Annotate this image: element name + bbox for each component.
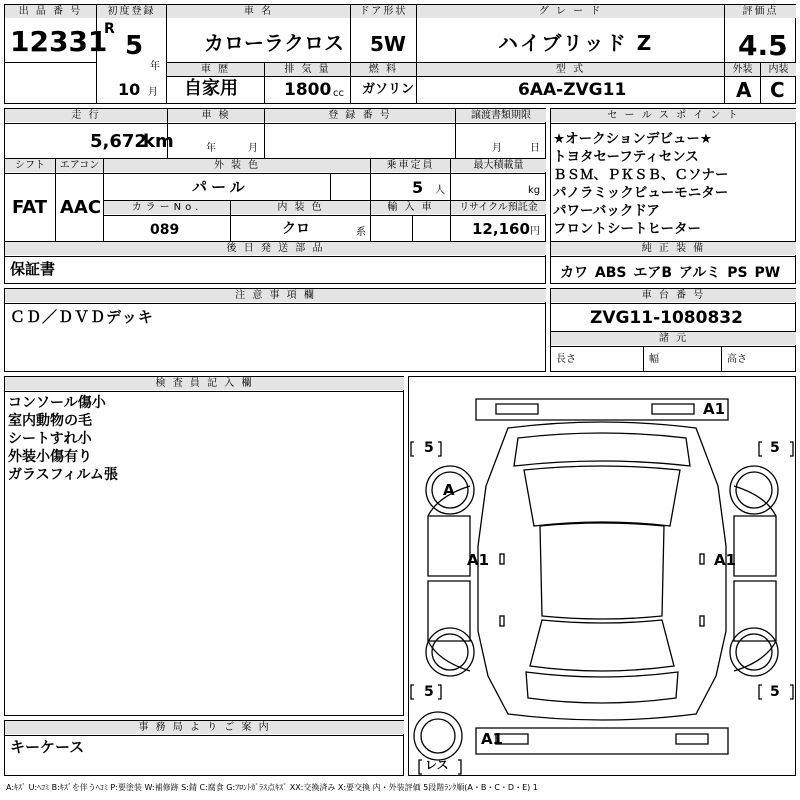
- exterior-label: 外装: [725, 63, 760, 76]
- tire-depth: 5: [424, 684, 434, 700]
- year-unit: 年: [150, 61, 160, 72]
- chassis-spec-label: 諸 元: [551, 332, 796, 345]
- chassis-label: 車 台 番 号: [551, 289, 796, 302]
- type-code: 6AA-ZVG11: [518, 80, 627, 100]
- shift: FAT: [12, 197, 48, 218]
- equipment-item: アルミ: [678, 265, 721, 281]
- mileage: 5,672: [90, 131, 147, 152]
- capacity: 5: [412, 178, 424, 197]
- ext-color: パール: [192, 178, 249, 196]
- era: R: [104, 21, 115, 37]
- interior-label: 内装: [761, 63, 796, 76]
- int-color-label: 内 装 色: [231, 201, 370, 214]
- mileage-label: 走 行: [5, 109, 167, 122]
- history: 自家用: [184, 78, 238, 99]
- first-reg-label: 初度登録: [97, 5, 166, 18]
- lot-label: 出 品 番 号: [5, 5, 96, 18]
- legend: A:ｷｽﾞ U:ﾍｺﾐ B:ｷｽﾞを伴うﾍｺﾐ P:要塗装 W:補修跡 S:錆 C:腐食 G:ﾌﾛﾝﾄｶﾞﾗｽ点ｷｽﾞ XX:交換済み X:要交換 内・外装評価 5段階ﾗﾝｸ順(A・B・C・D・E) 1: [6, 783, 538, 792]
- height-label: 高さ: [727, 354, 747, 365]
- recycle: 12,160: [472, 220, 530, 238]
- notes-label: 注 意 事 項 欄: [5, 289, 546, 302]
- inspector-item: 室内動物の毛: [8, 413, 92, 429]
- later-parts: 保証書: [10, 260, 56, 278]
- displacement-unit: cc: [333, 88, 344, 99]
- specs-block: [4, 108, 546, 284]
- notes-text: ＣＤ／ＤＶＤデッキ: [10, 308, 154, 326]
- later-parts-label: 後 日 発 送 部 品: [5, 242, 546, 255]
- inspector-item: シートすれ小: [8, 431, 92, 447]
- model: カローラクロス: [204, 31, 344, 55]
- damage-mark: A: [443, 481, 455, 499]
- inspector-item: 外装小傷有り: [8, 449, 92, 465]
- interior-grade: C: [770, 78, 785, 102]
- damage-mark: A1: [481, 730, 504, 748]
- displacement: 1800: [284, 80, 332, 100]
- sales-point-item: ★オークションデビュー★: [553, 131, 712, 147]
- equipment-item: エアB: [633, 265, 673, 281]
- equipment-item: カワ: [560, 265, 588, 281]
- mileage-unit: km: [143, 131, 174, 152]
- door-label: ドア形状: [351, 5, 416, 18]
- recycle-label: リサイクル預託金: [451, 201, 546, 214]
- transfer-label: 譲渡書類期限: [456, 109, 546, 122]
- sales-points-label: セ ー ル ス ポ イ ン ト: [551, 109, 796, 122]
- score: 4.5: [738, 29, 788, 62]
- equipment-item: PW: [754, 265, 781, 281]
- color-no: 089: [150, 222, 180, 238]
- transfer-month: 月: [492, 143, 502, 154]
- length-label: 長さ: [556, 354, 576, 365]
- max-load-label: 最大積載量: [451, 159, 546, 172]
- sales-point-item: パノラミックビューモニター: [553, 185, 729, 201]
- month-unit: 月: [148, 87, 158, 98]
- tire-depth: 5: [770, 440, 780, 456]
- chassis-number: ZVG11-1080832: [590, 308, 743, 328]
- damage-mark: A1: [467, 551, 490, 569]
- inspector-list: [8, 394, 118, 484]
- color-no-label: カラーNo.: [104, 201, 230, 214]
- damage-mark: A1: [714, 551, 737, 569]
- office-text: キーケース: [10, 738, 85, 756]
- history-label: 車 歴: [167, 63, 264, 76]
- exterior-grade: A: [736, 78, 752, 102]
- recycle-unit: 円: [530, 226, 540, 237]
- reg-number-label: 登 録 番 号: [265, 109, 455, 122]
- tire-depth: 5: [424, 440, 434, 456]
- shift-label: シフト: [5, 159, 55, 172]
- import-label: 輸 入 車: [371, 201, 450, 214]
- model-label: 車 名: [167, 5, 350, 18]
- office-label: 事 務 局 よ り ご 案 内: [5, 721, 404, 734]
- grade: ハイブリッド Z: [498, 31, 654, 55]
- equipment-item: PS: [727, 265, 748, 281]
- fuel: ガソリン: [362, 82, 415, 97]
- sales-point-item: フロントシートヒーター: [553, 221, 701, 237]
- capacity-unit: 人: [435, 185, 445, 196]
- ext-color-label: 外 装 色: [104, 159, 370, 172]
- type-label: 型 式: [417, 63, 724, 76]
- tire-depth: 5: [770, 684, 780, 700]
- equipment-list: [560, 262, 780, 282]
- max-load-unit: kg: [528, 185, 541, 196]
- inspection-year: 年: [206, 143, 216, 154]
- sales-points-list: [553, 130, 729, 238]
- capacity-label: 乗車定員: [371, 159, 450, 172]
- damage-mark: A1: [703, 400, 726, 418]
- inspector-label: 検 査 員 記 入 欄: [5, 377, 404, 390]
- sales-point-item: トヨタセーフティセンス: [553, 149, 699, 165]
- car-diagram: [408, 376, 796, 776]
- reg-year: 5: [125, 31, 144, 61]
- score-label: 評価点: [725, 5, 796, 18]
- equipment-label: 純 正 装 備: [551, 242, 796, 255]
- inspector-item: ガラスフィルム張: [8, 467, 118, 483]
- width-label: 幅: [649, 354, 659, 365]
- aircon-label: エアコン: [56, 159, 103, 172]
- int-color: クロ: [282, 221, 310, 237]
- transfer-day: 日: [530, 143, 540, 154]
- spare-label: レス: [425, 758, 449, 772]
- sales-point-item: パワーバックドア: [553, 203, 660, 219]
- inspector-item: コンソール傷小: [8, 395, 106, 411]
- inspection-label: 車 検: [168, 109, 264, 122]
- fuel-label: 燃 料: [351, 63, 416, 76]
- door: 5W: [370, 32, 406, 56]
- sales-point-item: ＢＳＭ、ＰＫＳＢ、Ｃソナー: [553, 167, 729, 183]
- inspection-month: 月: [248, 143, 258, 154]
- grade-label: グ レ ー ド: [417, 5, 724, 18]
- lot-number: 12331: [10, 25, 108, 58]
- displacement-label: 排 気 量: [265, 63, 350, 76]
- reg-month: 10: [118, 80, 141, 99]
- int-color-unit: 系: [356, 227, 366, 238]
- aircon: AAC: [60, 197, 102, 218]
- equipment-item: ABS: [594, 265, 627, 281]
